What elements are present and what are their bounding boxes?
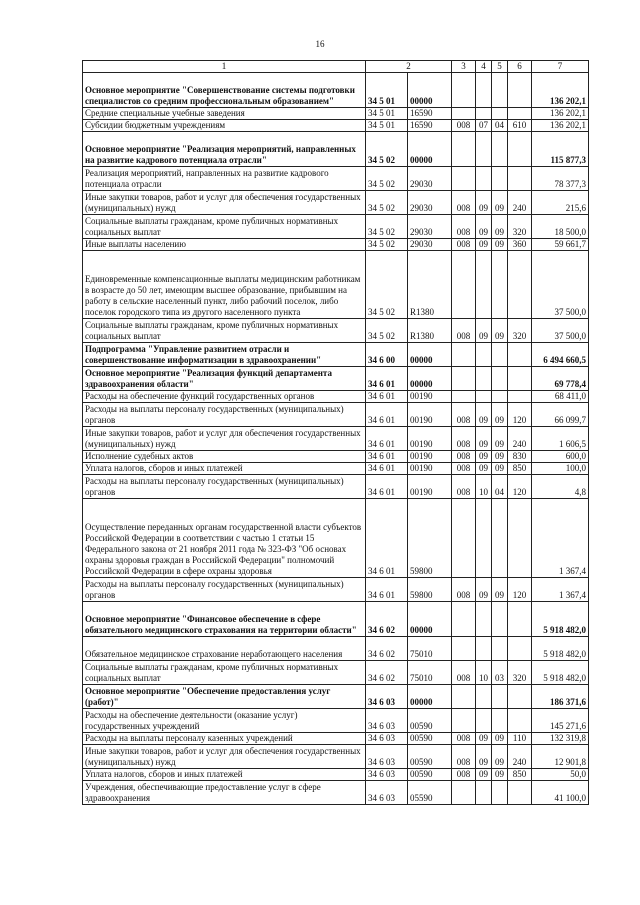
subsection-code xyxy=(492,499,508,578)
row-name: Иные выплаты населению xyxy=(83,239,366,251)
section-code: 07 xyxy=(476,120,492,132)
row-name: Основное мероприятие "Реализация функций департамента здравоохранения области" xyxy=(83,367,366,391)
section-code xyxy=(476,637,492,661)
section-code: 09 xyxy=(476,463,492,475)
table-row xyxy=(83,73,589,108)
amount: 132 319,8 xyxy=(532,733,589,745)
direction-code: 00000 xyxy=(408,73,452,108)
table-row xyxy=(83,499,589,578)
subsection-code: 09 xyxy=(492,745,508,769)
direction-code: 00000 xyxy=(408,685,452,709)
expense-type-code: 120 xyxy=(508,403,532,427)
subsection-code: 04 xyxy=(492,475,508,499)
table-row xyxy=(83,120,589,132)
program-code: 34 6 01 xyxy=(366,463,408,475)
program-code: 34 6 03 xyxy=(366,733,408,745)
section-code: 09 xyxy=(476,403,492,427)
program-code: 34 6 03 xyxy=(366,781,408,805)
amount: 136 202,1 xyxy=(532,73,589,108)
row-name: Единовременные компенсационные выплаты медицинским работникам в возрасте до 50 лет, имеющим высшее образование, прибывшим на работу в сельские населенный пункт, либо рабочий поселок, либо поселок городского типа из другого населенного пункта xyxy=(83,251,366,319)
program-code: 34 5 02 xyxy=(366,132,408,167)
direction-code: 00000 xyxy=(408,132,452,167)
table-row xyxy=(83,781,589,805)
ministry-code: 008 xyxy=(452,427,476,451)
section-code xyxy=(476,108,492,120)
subsection-code: 09 xyxy=(492,403,508,427)
amount: 78 377,3 xyxy=(532,167,589,191)
subsection-code xyxy=(492,391,508,403)
expense-type-code: 850 xyxy=(508,769,532,781)
expense-type-code: 120 xyxy=(508,475,532,499)
section-code: 09 xyxy=(476,769,492,781)
section-code: 09 xyxy=(476,733,492,745)
subsection-code xyxy=(492,367,508,391)
budget-table xyxy=(82,60,589,805)
direction-code: 16590 xyxy=(408,108,452,120)
ministry-code xyxy=(452,391,476,403)
ministry-code xyxy=(452,367,476,391)
direction-code: 29030 xyxy=(408,191,452,215)
subsection-code: 03 xyxy=(492,661,508,685)
table-row xyxy=(83,108,589,120)
row-name: Расходы на обеспечение деятельности (оказание услуг) государственных учреждений xyxy=(83,709,366,733)
direction-code: 00590 xyxy=(408,733,452,745)
expense-type-code xyxy=(508,499,532,578)
ministry-code: 008 xyxy=(452,661,476,685)
program-code: 34 6 01 xyxy=(366,367,408,391)
amount: 12 901,8 xyxy=(532,745,589,769)
table-row xyxy=(83,251,589,319)
expense-type-code xyxy=(508,108,532,120)
direction-code: 75010 xyxy=(408,661,452,685)
amount: 145 271,6 xyxy=(532,709,589,733)
ministry-code: 008 xyxy=(452,769,476,781)
expense-type-code xyxy=(508,602,532,637)
program-code: 34 6 01 xyxy=(366,391,408,403)
direction-code: 00590 xyxy=(408,769,452,781)
direction-code: 00190 xyxy=(408,475,452,499)
direction-code: R1380 xyxy=(408,251,452,319)
table-row xyxy=(83,215,589,239)
row-name: Расходы на обеспечение функций государственных органов xyxy=(83,391,366,403)
amount: 59 661,7 xyxy=(532,239,589,251)
amount: 136 202,1 xyxy=(532,120,589,132)
subsection-code xyxy=(492,602,508,637)
amount: 186 371,6 xyxy=(532,685,589,709)
section-code: 09 xyxy=(476,427,492,451)
column-header: 1 xyxy=(83,61,366,73)
amount: 6 494 660,5 xyxy=(532,343,589,367)
row-name: Расходы на выплаты персоналу государственных (муниципальных) органов xyxy=(83,578,366,602)
ministry-code xyxy=(452,709,476,733)
table-row xyxy=(83,745,589,769)
amount: 1 606,5 xyxy=(532,427,589,451)
column-header-row xyxy=(83,61,589,73)
row-name: Социальные выплаты гражданам, кроме публичных нормативных социальных выплат xyxy=(83,661,366,685)
row-name: Уплата налогов, сборов и иных платежей xyxy=(83,769,366,781)
expense-type-code: 320 xyxy=(508,319,532,343)
table-row xyxy=(83,733,589,745)
subsection-code xyxy=(492,637,508,661)
page-number: 16 xyxy=(315,39,325,49)
row-name: Расходы на выплаты персоналу государственных (муниципальных) органов xyxy=(83,403,366,427)
table-row xyxy=(83,769,589,781)
program-code: 34 5 02 xyxy=(366,319,408,343)
section-code xyxy=(476,343,492,367)
amount: 136 202,1 xyxy=(532,108,589,120)
section-code xyxy=(476,499,492,578)
subsection-code: 09 xyxy=(492,191,508,215)
section-code xyxy=(476,73,492,108)
expense-type-code: 320 xyxy=(508,215,532,239)
expense-type-code xyxy=(508,251,532,319)
amount: 37 500,0 xyxy=(532,251,589,319)
ministry-code: 008 xyxy=(452,319,476,343)
column-header: 6 xyxy=(508,61,532,73)
row-name: Основное мероприятие "Совершенствование системы подготовки специалистов со средним профессиональным образованием" xyxy=(83,73,366,108)
amount: 18 500,0 xyxy=(532,215,589,239)
expense-type-code: 360 xyxy=(508,239,532,251)
expense-type-code xyxy=(508,637,532,661)
amount: 50,0 xyxy=(532,769,589,781)
ministry-code: 008 xyxy=(452,215,476,239)
section-code: 10 xyxy=(476,661,492,685)
direction-code: 00190 xyxy=(408,427,452,451)
ministry-code: 008 xyxy=(452,733,476,745)
ministry-code xyxy=(452,108,476,120)
ministry-code: 008 xyxy=(452,403,476,427)
ministry-code: 008 xyxy=(452,451,476,463)
program-code: 34 5 02 xyxy=(366,191,408,215)
subsection-code: 09 xyxy=(492,215,508,239)
table-row xyxy=(83,391,589,403)
program-code: 34 6 02 xyxy=(366,602,408,637)
program-code: 34 5 01 xyxy=(366,73,408,108)
program-code: 34 6 01 xyxy=(366,578,408,602)
amount: 215,6 xyxy=(532,191,589,215)
subsection-code: 09 xyxy=(492,427,508,451)
section-code: 09 xyxy=(476,745,492,769)
ministry-code: 008 xyxy=(452,463,476,475)
expense-type-code xyxy=(508,709,532,733)
ministry-code xyxy=(452,781,476,805)
amount: 4,8 xyxy=(532,475,589,499)
subsection-code xyxy=(492,781,508,805)
subsection-code xyxy=(492,73,508,108)
direction-code: 59800 xyxy=(408,578,452,602)
program-code: 34 6 00 xyxy=(366,343,408,367)
ministry-code xyxy=(452,343,476,367)
row-name: Обязательное медицинское страхование неработающего населения xyxy=(83,637,366,661)
table-row xyxy=(83,427,589,451)
row-name: Основное мероприятие "Обеспечение предоставления услуг (работ)" xyxy=(83,685,366,709)
subsection-code xyxy=(492,132,508,167)
ministry-code xyxy=(452,685,476,709)
subsection-code: 09 xyxy=(492,578,508,602)
row-name: Иные закупки товаров, работ и услуг для обеспечения государственных (муниципальных) нужд xyxy=(83,745,366,769)
column-header: 2 xyxy=(366,61,452,73)
program-code: 34 5 01 xyxy=(366,108,408,120)
amount: 115 877,3 xyxy=(532,132,589,167)
row-name: Расходы на выплаты персоналу государственных (муниципальных) органов xyxy=(83,475,366,499)
amount: 5 918 482,0 xyxy=(532,637,589,661)
row-name: Основное мероприятие "Реализация мероприятий, направленных на развитие кадрового потенциала отрасли" xyxy=(83,132,366,167)
expense-type-code: 240 xyxy=(508,191,532,215)
program-code: 34 6 01 xyxy=(366,427,408,451)
subsection-code xyxy=(492,251,508,319)
section-code: 09 xyxy=(476,451,492,463)
expense-type-code xyxy=(508,781,532,805)
expense-type-code xyxy=(508,73,532,108)
table-row xyxy=(83,709,589,733)
amount: 1 367,4 xyxy=(532,499,589,578)
table-row xyxy=(83,167,589,191)
section-code xyxy=(476,132,492,167)
amount: 37 500,0 xyxy=(532,319,589,343)
amount: 66 099,7 xyxy=(532,403,589,427)
direction-code: 29030 xyxy=(408,215,452,239)
section-code xyxy=(476,709,492,733)
ministry-code xyxy=(452,73,476,108)
program-code: 34 5 02 xyxy=(366,239,408,251)
table-row xyxy=(83,685,589,709)
subsection-code: 09 xyxy=(492,733,508,745)
amount: 69 778,4 xyxy=(532,367,589,391)
row-name: Субсидии бюджетным учреждениям xyxy=(83,120,366,132)
column-header: 7 xyxy=(532,61,589,73)
subsection-code: 09 xyxy=(492,319,508,343)
section-code xyxy=(476,685,492,709)
direction-code: R1380 xyxy=(408,319,452,343)
direction-code: 00190 xyxy=(408,403,452,427)
ministry-code: 008 xyxy=(452,191,476,215)
subsection-code xyxy=(492,685,508,709)
row-name: Расходы на выплаты персоналу казенных учреждений xyxy=(83,733,366,745)
table-row xyxy=(83,132,589,167)
row-name: Социальные выплаты гражданам, кроме публичных нормативных социальных выплат xyxy=(83,215,366,239)
amount: 68 411,0 xyxy=(532,391,589,403)
direction-code: 29030 xyxy=(408,239,452,251)
row-name: Иные закупки товаров, работ и услуг для обеспечения государственных (муниципальных) нужд xyxy=(83,427,366,451)
direction-code: 29030 xyxy=(408,167,452,191)
direction-code: 00190 xyxy=(408,451,452,463)
direction-code: 59800 xyxy=(408,499,452,578)
program-code: 34 6 03 xyxy=(366,709,408,733)
ministry-code: 008 xyxy=(452,745,476,769)
subsection-code: 09 xyxy=(492,239,508,251)
table-row xyxy=(83,191,589,215)
row-name: Основное мероприятие "Финансовое обеспечение в сфере обязательного медицинского страхования на территории области" xyxy=(83,602,366,637)
amount: 600,0 xyxy=(532,451,589,463)
expense-type-code xyxy=(508,685,532,709)
section-code: 09 xyxy=(476,215,492,239)
ministry-code: 008 xyxy=(452,120,476,132)
row-name: Учреждения, обеспечивающие предоставление услуг в сфере здравоохранения xyxy=(83,781,366,805)
section-code xyxy=(476,167,492,191)
amount: 41 100,0 xyxy=(532,781,589,805)
ministry-code xyxy=(452,602,476,637)
section-code: 09 xyxy=(476,319,492,343)
column-header: 3 xyxy=(452,61,476,73)
expense-type-code xyxy=(508,391,532,403)
expense-type-code: 830 xyxy=(508,451,532,463)
table-row xyxy=(83,578,589,602)
program-code: 34 6 03 xyxy=(366,685,408,709)
section-code: 10 xyxy=(476,475,492,499)
direction-code: 00590 xyxy=(408,745,452,769)
program-code: 34 5 02 xyxy=(366,167,408,191)
program-code: 34 5 01 xyxy=(366,120,408,132)
row-name: Социальные выплаты гражданам, кроме публичных нормативных социальных выплат xyxy=(83,319,366,343)
row-name: Осуществление переданных органам государственной власти субъектов Российской Федерации в соответствии с частью 1 статьи 15 Федерального закона от 21 ноября 2011 года № 323-ФЗ "Об основах охраны здоровья граждан в Российской Федерации" полномочий Российской Федерации в сфере охраны здоровья xyxy=(83,499,366,578)
row-name: Исполнение судебных актов xyxy=(83,451,366,463)
direction-code: 00190 xyxy=(408,391,452,403)
direction-code: 00000 xyxy=(408,602,452,637)
table-row xyxy=(83,661,589,685)
ministry-code: 008 xyxy=(452,239,476,251)
table-row xyxy=(83,239,589,251)
table-row xyxy=(83,367,589,391)
table-row xyxy=(83,475,589,499)
expense-type-code: 850 xyxy=(508,463,532,475)
row-name: Иные закупки товаров, работ и услуг для обеспечения государственных (муниципальных) нужд xyxy=(83,191,366,215)
section-code xyxy=(476,781,492,805)
expense-type-code xyxy=(508,343,532,367)
section-code: 09 xyxy=(476,191,492,215)
program-code: 34 6 03 xyxy=(366,745,408,769)
subsection-code: 04 xyxy=(492,120,508,132)
row-name: Уплата налогов, сборов и иных платежей xyxy=(83,463,366,475)
program-code: 34 6 03 xyxy=(366,769,408,781)
column-header: 4 xyxy=(476,61,492,73)
program-code: 34 6 01 xyxy=(366,403,408,427)
section-code: 09 xyxy=(476,578,492,602)
ministry-code: 008 xyxy=(452,578,476,602)
amount: 5 918 482,0 xyxy=(532,661,589,685)
expense-type-code: 610 xyxy=(508,120,532,132)
row-name: Подпрограмма "Управление развитием отрасли и совершенствование информатизации в здравоохранении" xyxy=(83,343,366,367)
expense-type-code xyxy=(508,367,532,391)
table-row xyxy=(83,637,589,661)
subsection-code: 09 xyxy=(492,769,508,781)
section-code xyxy=(476,391,492,403)
table-row xyxy=(83,343,589,367)
subsection-code: 09 xyxy=(492,463,508,475)
program-code: 34 5 02 xyxy=(366,251,408,319)
expense-type-code: 240 xyxy=(508,745,532,769)
amount: 1 367,4 xyxy=(532,578,589,602)
subsection-code xyxy=(492,167,508,191)
amount: 5 918 482,0 xyxy=(532,602,589,637)
table-row xyxy=(83,602,589,637)
ministry-code xyxy=(452,167,476,191)
direction-code: 00000 xyxy=(408,343,452,367)
expense-type-code: 120 xyxy=(508,578,532,602)
table-row xyxy=(83,403,589,427)
expense-type-code xyxy=(508,132,532,167)
direction-code: 16590 xyxy=(408,120,452,132)
row-name: Средние специальные учебные заведения xyxy=(83,108,366,120)
ministry-code: 008 xyxy=(452,475,476,499)
column-header: 5 xyxy=(492,61,508,73)
subsection-code: 09 xyxy=(492,451,508,463)
direction-code: 00190 xyxy=(408,463,452,475)
expense-type-code: 240 xyxy=(508,427,532,451)
ministry-code xyxy=(452,132,476,167)
expense-type-code xyxy=(508,167,532,191)
direction-code: 75010 xyxy=(408,637,452,661)
program-code: 34 6 02 xyxy=(366,661,408,685)
subsection-code xyxy=(492,343,508,367)
section-code: 09 xyxy=(476,239,492,251)
program-code: 34 6 01 xyxy=(366,451,408,463)
subsection-code xyxy=(492,108,508,120)
program-code: 34 6 02 xyxy=(366,637,408,661)
ministry-code xyxy=(452,499,476,578)
program-code: 34 6 01 xyxy=(366,475,408,499)
expense-type-code: 320 xyxy=(508,661,532,685)
subsection-code xyxy=(492,709,508,733)
expense-type-code: 110 xyxy=(508,733,532,745)
direction-code: 00590 xyxy=(408,709,452,733)
row-name: Реализация мероприятий, направленных на развитие кадрового потенциала отрасли xyxy=(83,167,366,191)
direction-code: 00000 xyxy=(408,367,452,391)
section-code xyxy=(476,602,492,637)
ministry-code xyxy=(452,637,476,661)
table-row xyxy=(83,463,589,475)
program-code: 34 6 01 xyxy=(366,499,408,578)
table-row xyxy=(83,451,589,463)
section-code xyxy=(476,251,492,319)
program-code: 34 5 02 xyxy=(366,215,408,239)
direction-code: 05590 xyxy=(408,781,452,805)
section-code xyxy=(476,367,492,391)
table-row xyxy=(83,319,589,343)
amount: 100,0 xyxy=(532,463,589,475)
ministry-code xyxy=(452,251,476,319)
